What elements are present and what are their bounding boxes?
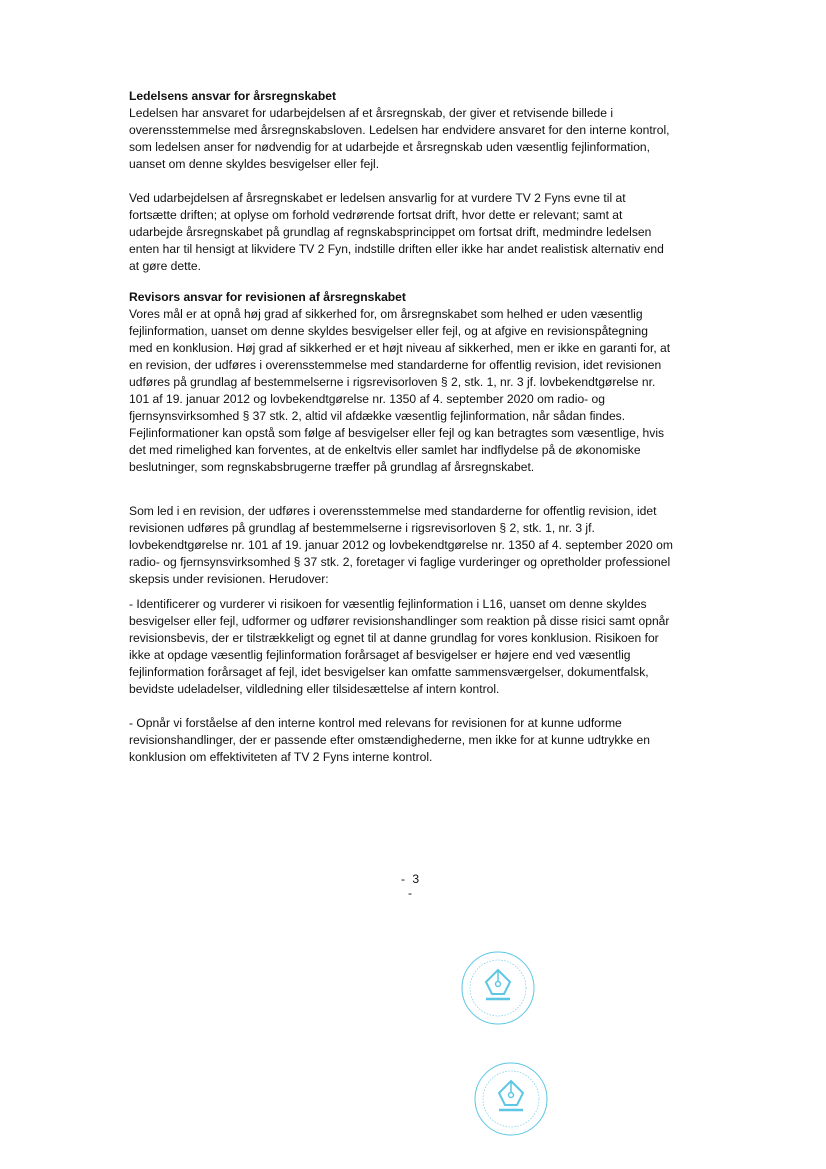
paragraph: Ledelsen har ansvaret for udarbejdelsen af et årsregnskab, der giver et retvisende billede i overensstemmelse med årsregnskabsloven. Ledelsen har endvidere ansvaret for den interne kontrol, som ledelsen anser for nødvendig for at udarbejde et årsregnskab uden væsentlig fejlinformation, uanset om denne skyldes besvigelser eller fejl. [129, 106, 670, 171]
document-body [129, 88, 674, 766]
section-heading-auditor: Revisors ansvar for revisionen af årsregnskabet [129, 290, 406, 304]
paragraph: Ved udarbejdelsen af årsregnskabet er ledelsen ansvarlig for at vurdere TV 2 Fyns evne til at fortsætte driften; at oplyse om forhold vedrørende fortsat drift, hvor dette er relevant; samt at udarbejde årsregnskabet på grundlag af regnskabsprincippet om fortsat drift, medmindre ledelsen enten har til hensigt at likvidere TV 2 Fyn, indstille driften eller ikke har andet realistisk alternativ end at gøre dette. [129, 191, 664, 273]
paragraph: Vores mål er at opnå høj grad af sikkerhed for, om årsregnskabet som helhed er uden væsentlig fejlinformation, uanset om denne skyldes besvigelser eller fejl, og at afgive en revisionspåtegning med en konklusion. Høj grad af sikkerhed er et højt niveau af sikkerhed, men er ikke en garanti for, at en revision, der udføres i overensstemmelse med standarderne for offentlig revision, idet revisionen udføres på grundlag af bestemmelserne i rigsrevisorloven § 2, stk. 1, nr. 3 jf. lovbekendtgørelse nr. 101 af 19. januar 2012 og lovbekendtgørelse nr. 1350 af 4. september 2020 om radio- og fjernsynsvirksomhed § 37 stk. 2, altid vil afdække væsentlig fejlinformation, når sådan findes. Fejlinformationer kan opstå som følge af besvigelser eller fejl og kan betragtes som væsentlige, hvis det med rimelighed kan forventes, at de enkeltvis eller samlet har indflydelse på de økonomiske beslutninger, som regnskabsbrugerne træffer på grundlag af årsregnskabet. [129, 307, 671, 474]
pen-nib-seal-icon [473, 1061, 549, 1137]
bullet-item: - Identificerer og vurderer vi risikoen for væsentlig fejlinformation i L16, uanset om denne skyldes besvigelser eller fejl, udformer og udfører revisionshandlinger som reaktion på disse risici samt opnår revisionsbevis, der er tilstrækkeligt og egnet til at danne grundlag for vores konklusion. Risikoen for ikke at opdage væsentlig fejlinformation forårsaget af besvigelser er højere end ved væsentlig fejlinformation forårsaget af fejl, idet besvigelser kan omfatte sammensværgelser, dokumentfalsk, bevidste udeladelser, vildledning eller tilsidesættelse af intern kontrol. [129, 597, 670, 696]
page-number: - 3 - [400, 872, 422, 900]
paragraph: Som led i en revision, der udføres i overensstemmelse med standarderne for offentlig revision, idet revisionen udføres på grundlag af bestemmelserne i rigsrevisorloven § 2, stk. 1, nr. 3 jf. lovbekendtgørelse nr. 101 af 19. januar 2012 og lovbekendtgørelse nr. 1350 af 4. september 2020 om radio- og fjernsynsvirksomhed § 37 stk. 2, foretager vi faglige vurderinger og opretholder professionel skepsis under revisionen. Herudover: [129, 504, 673, 586]
section-heading-management: Ledelsens ansvar for årsregnskabet [129, 89, 337, 103]
pen-nib-seal-icon [460, 950, 536, 1026]
bullet-item: - Opnår vi forståelse af den interne kontrol med relevans for revisionen for at kunne udforme revisionshandlinger, der er passende efter omstændighederne, men ikke for at kunne udtrykke en konklusion om effektiviteten af TV 2 Fyns interne kontrol. [129, 716, 651, 764]
